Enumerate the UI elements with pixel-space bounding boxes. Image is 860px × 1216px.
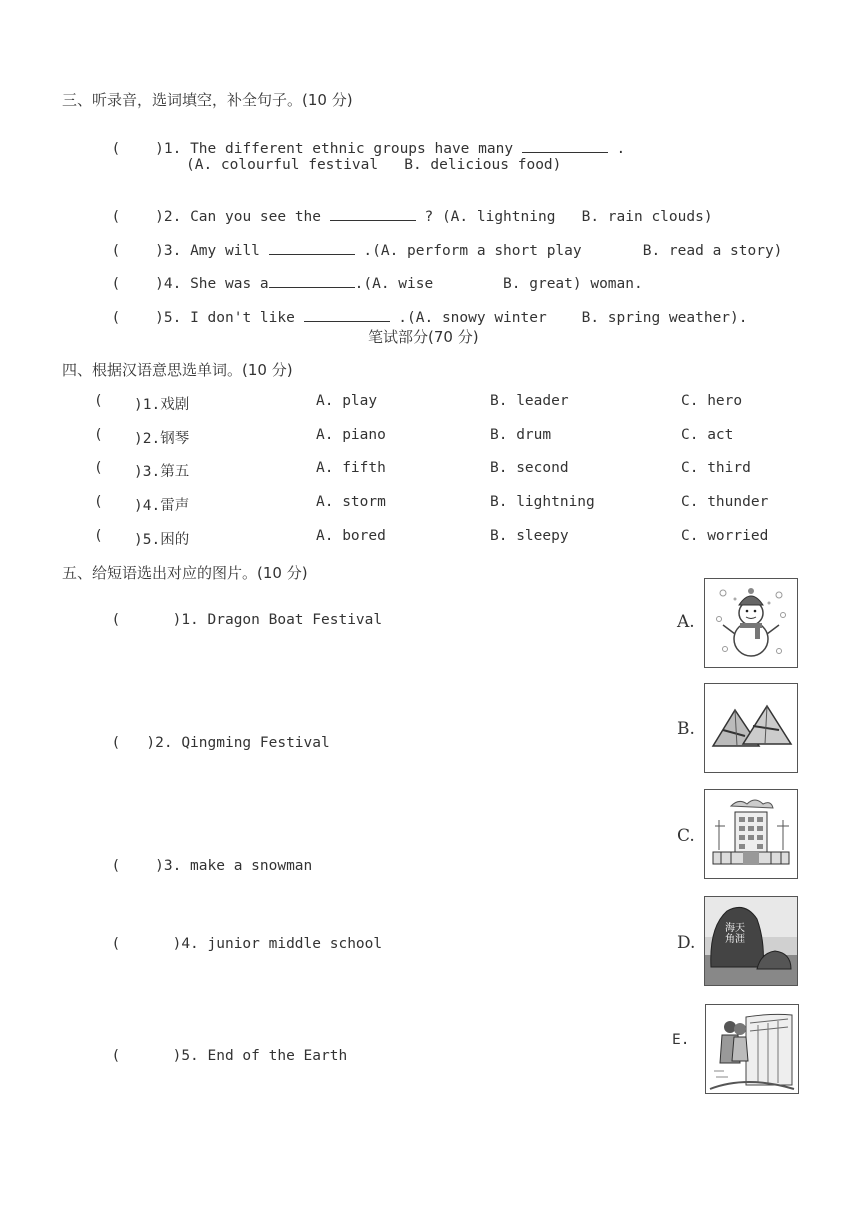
written-part-title: 笔试部分(70 分) bbox=[368, 328, 479, 346]
question-2: ( )2. Can you see the ? (A. lightning B. rain clouds) bbox=[111, 209, 713, 225]
answer-paren[interactable]: ( bbox=[111, 612, 121, 628]
option-c[interactable]: C. act bbox=[681, 427, 734, 443]
option-a[interactable]: A. fifth bbox=[316, 460, 386, 476]
section4-heading: 四、根据汉语意思选单词。(10 分) bbox=[62, 361, 293, 379]
match-item-5: ( )5. End of the Earth bbox=[111, 1048, 348, 1064]
answer-paren[interactable]: ( bbox=[111, 209, 121, 225]
question-label: )3.第五 bbox=[134, 464, 190, 480]
answer-paren[interactable]: ( bbox=[94, 460, 103, 476]
rock-photo bbox=[705, 897, 797, 985]
option-a[interactable]: A. storm bbox=[316, 494, 386, 510]
option-a[interactable]: A. piano bbox=[316, 427, 386, 443]
snowman-icon bbox=[705, 579, 797, 667]
answer-paren[interactable]: ( bbox=[94, 528, 103, 544]
picture-letter-e: E. bbox=[672, 1032, 690, 1048]
answer-paren[interactable]: ( bbox=[94, 393, 103, 409]
answer-paren[interactable]: ( bbox=[111, 858, 121, 874]
question-5: ( )5. I don't like .(A. snowy winter B. spring weather). bbox=[111, 310, 748, 326]
answer-paren[interactable]: ( bbox=[111, 310, 121, 326]
option-b[interactable]: B. lightning bbox=[490, 494, 595, 510]
option-c[interactable]: C. third bbox=[681, 460, 751, 476]
option-b[interactable]: B. second bbox=[490, 460, 569, 476]
picture-letter-d: D. bbox=[677, 933, 696, 953]
option-c[interactable]: C. worried bbox=[681, 528, 769, 544]
school-building-icon bbox=[705, 790, 797, 878]
section5-heading: 五、给短语选出对应的图片。(10 分) bbox=[62, 564, 308, 582]
answer-paren[interactable]: ( bbox=[94, 427, 103, 443]
question-1-options: (A. colourful festival B. delicious food) bbox=[186, 157, 562, 173]
option-b[interactable]: B. leader bbox=[490, 393, 569, 409]
option-a[interactable]: A. bored bbox=[316, 528, 386, 544]
qingming-visit-icon bbox=[706, 1005, 798, 1093]
answer-paren[interactable]: ( bbox=[94, 494, 103, 510]
question-1: ( )1. The different ethnic groups have many . bbox=[111, 141, 626, 157]
picture-d[interactable] bbox=[704, 896, 798, 986]
question-4: ( )4. She was a .(A. wise B. great) woman. bbox=[111, 276, 643, 292]
fill-blank[interactable] bbox=[269, 274, 355, 288]
answer-paren[interactable]: ( bbox=[111, 243, 121, 259]
option-c[interactable]: C. thunder bbox=[681, 494, 769, 510]
answer-paren[interactable]: ( bbox=[111, 936, 121, 952]
fill-blank[interactable] bbox=[304, 308, 390, 322]
picture-letter-c: C. bbox=[677, 826, 695, 846]
question-3: ( )3. Amy will .(A. perform a short play B. read a story) bbox=[111, 243, 783, 259]
answer-paren[interactable]: ( bbox=[111, 1048, 121, 1064]
section3-heading: 三、听录音，选词填空，补全句子。(10 分) bbox=[62, 91, 353, 109]
option-c[interactable]: C. hero bbox=[681, 393, 743, 409]
picture-letter-b: B. bbox=[677, 719, 695, 739]
match-item-2: ( )2. Qingming Festival bbox=[111, 735, 330, 751]
fill-blank[interactable] bbox=[330, 207, 416, 221]
picture-c[interactable] bbox=[704, 789, 798, 879]
fill-blank[interactable] bbox=[522, 139, 608, 153]
option-a[interactable]: A. play bbox=[316, 393, 378, 409]
fill-blank[interactable] bbox=[269, 241, 355, 255]
match-item-1: ( )1. Dragon Boat Festival bbox=[111, 612, 383, 628]
picture-a[interactable] bbox=[704, 578, 798, 668]
picture-b[interactable] bbox=[704, 683, 798, 773]
question-label: )4.雷声 bbox=[134, 498, 190, 514]
answer-paren[interactable]: ( bbox=[111, 276, 121, 292]
answer-paren[interactable]: ( bbox=[111, 735, 121, 751]
rock-inscription: 天涯海角 bbox=[725, 923, 745, 945]
answer-paren[interactable]: ( bbox=[111, 141, 121, 157]
picture-e[interactable] bbox=[705, 1004, 799, 1094]
option-b[interactable]: B. sleepy bbox=[490, 528, 569, 544]
match-item-4: ( )4. junior middle school bbox=[111, 936, 383, 952]
match-item-3: ( )3. make a snowman bbox=[111, 858, 313, 874]
question-label: )1.戏剧 bbox=[134, 397, 190, 413]
zongzi-icon bbox=[705, 684, 797, 772]
option-b[interactable]: B. drum bbox=[490, 427, 552, 443]
question-label: )2.钢琴 bbox=[134, 431, 190, 447]
question-label: )5.困的 bbox=[134, 532, 190, 548]
picture-letter-a: A. bbox=[677, 612, 695, 632]
